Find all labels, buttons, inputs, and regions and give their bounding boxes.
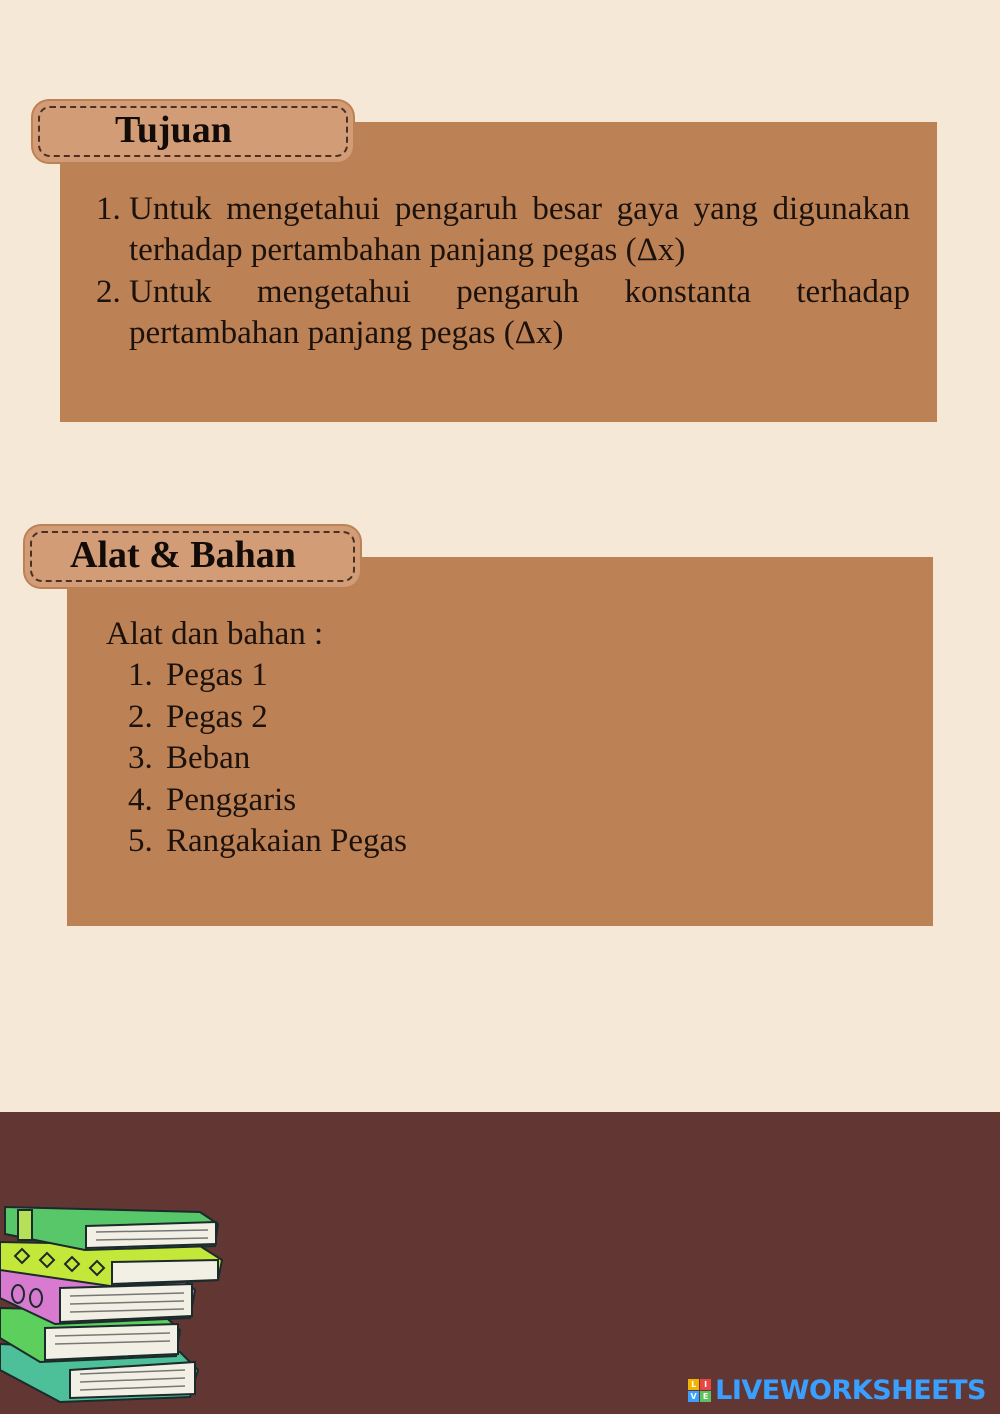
alat-bahan-title: Alat & Bahan [70,534,296,576]
list-item [128,655,666,697]
stack-of-books-icon [0,1202,230,1412]
list-item-number: 3. [128,740,153,776]
list-item [128,697,666,739]
list-item [128,780,666,822]
list-item-text: Rangakaian Pegas [166,823,408,859]
list-item-number: 1. [128,657,153,693]
list-item [96,189,910,271]
list-item-number: 4. [128,781,153,818]
logo-badge-icon: L I V E [688,1379,711,1402]
list-item [96,272,910,354]
footer-band [0,1112,1000,1414]
list-item-text: Untuk mengetahui pengaruh konstanta terhadap pertambahan panjang pegas (Δx) [129,274,910,351]
list-item-text: Pegas 2 [166,698,268,735]
list-item-number: 1. [96,191,121,227]
tujuan-list [96,189,910,354]
list-item-text: Penggaris [166,781,297,818]
list-item [128,738,666,780]
list-item-text: Beban [166,740,251,776]
alat-bahan-intro: Alat dan bahan : [106,616,324,652]
tujuan-tab [33,101,353,162]
list-item-number: 5. [128,823,153,859]
list-item-text: Untuk mengetahui pengaruh besar gaya yang digunakan terhadap pertambahan panjang pegas (Δx) [129,191,910,268]
alat-bahan-list [128,655,666,863]
logo-text: LIVEWORKSHEETS [715,1375,986,1406]
list-item [128,821,666,863]
list-item-text: Pegas 1 [166,657,268,693]
liveworksheets-logo[interactable] [688,1375,986,1406]
list-item-number: 2. [96,274,121,310]
list-item-number: 2. [128,698,153,735]
tujuan-title: Tujuan [115,109,232,151]
alat-bahan-tab [25,526,360,587]
